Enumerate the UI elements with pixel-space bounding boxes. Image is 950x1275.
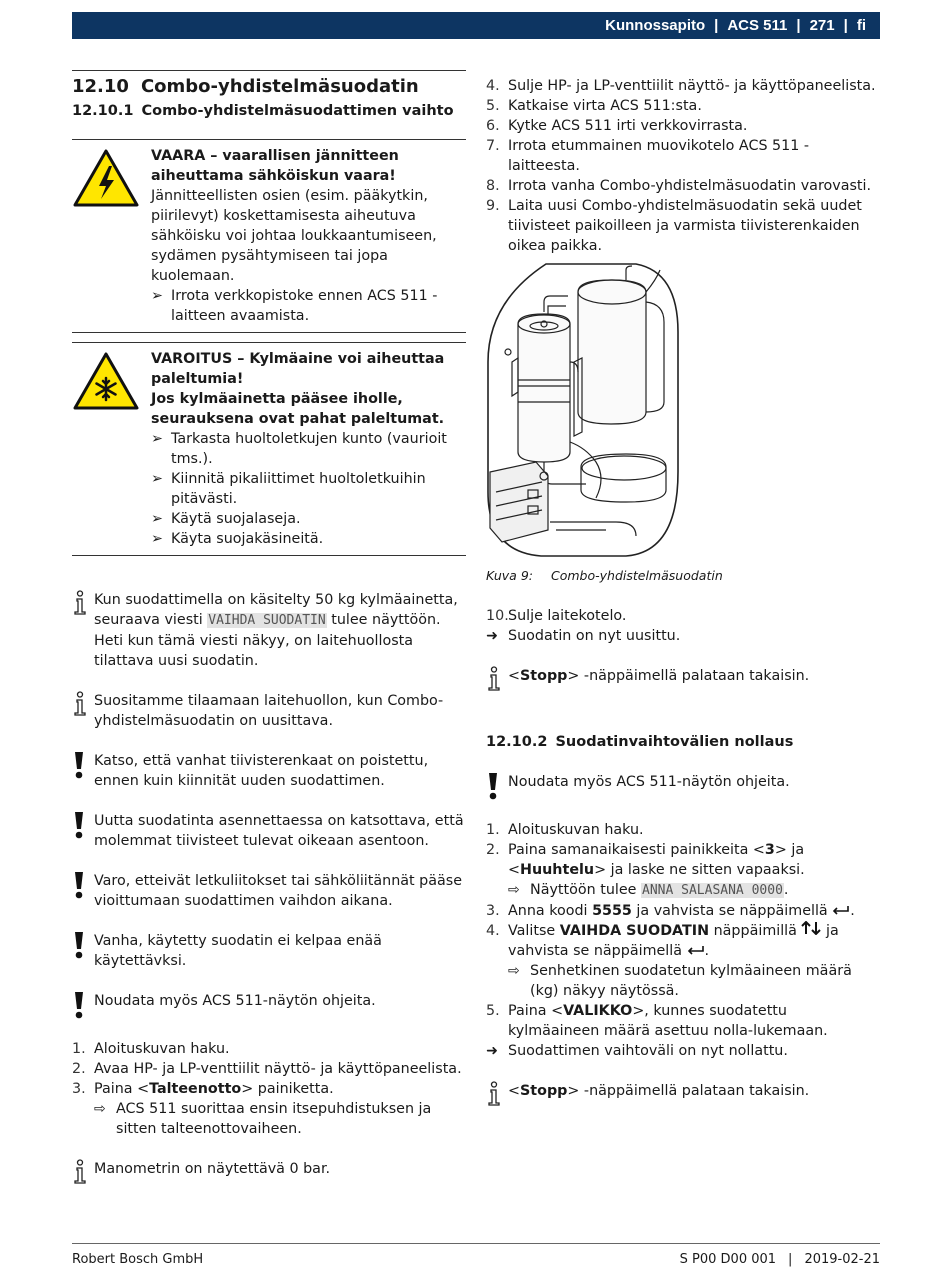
info-icon [486,666,508,692]
info-note [486,666,880,692]
left-column [72,70,466,1185]
subsection-number: 12.10.1 [72,103,134,119]
step-number: 9. [486,198,500,214]
step-text-part: > painiketta. [241,1081,334,1097]
step-number: 2. [72,1061,86,1077]
danger-body: Jännitteellisten osien (esim. pääkytkin, piirilevyt) koskettamisesta aiheutuva sähköisku voi johtaa loukkaantumiseen, sydämen pysähtymiseen tai jopa kuolemaan. [151,188,437,284]
result-text [530,880,788,901]
step-text-part: ja vahvista se näppäimellä [508,923,839,959]
info-note [486,1081,880,1107]
step-text: Laita uusi Combo-yhdistelmäsuodatin sekä uudet tiivisteet paikoilleen ja varmista tiivisterenkaiden oikea paikka. [508,198,862,254]
danger-action [151,286,466,326]
exclamation-icon [72,811,94,851]
step-result [72,1099,466,1139]
step-number: 7. [486,138,500,154]
step-text: Avaa HP- ja LP-venttiilit näyttö- ja käyttöpaneelista. [94,1061,462,1077]
divider [72,555,466,556]
key-name: 3 [764,842,775,858]
footer-date: 2019-02-21 [804,1252,880,1267]
info-icon [72,691,94,731]
final-result [486,1041,880,1061]
key-name: Stopp [519,668,568,684]
subsection-heading [486,732,880,752]
caution-title: VAROITUS – Kylmäaine voi aiheuttaa paleltumia! [151,351,445,387]
step-text: Katkaise virta ACS 511:sta. [508,98,702,114]
divider [72,332,466,333]
procedure-step [486,901,880,921]
action-text: Käyta suojakäsineitä. [171,531,324,547]
figure-title: Combo-yhdistelmäsuodatin [550,568,723,583]
key-name: Stopp [519,1083,568,1099]
attention-note [72,751,466,791]
step-text-part: >, kunnes suodatettu kylmäaineen määrä asettuu nolla-lukemaan. [508,1003,828,1039]
step-text: Anna koodi 5555 ja vahvista se näppäimellä . [508,903,855,919]
step-result [486,961,880,1001]
info-note [72,1159,466,1185]
procedure-step [486,1001,880,1041]
attention-note [486,772,880,800]
procedure-step [72,1059,466,1079]
result-arrow-icon: ➜ [486,628,498,644]
exclamation-icon [72,991,94,1019]
section-number: 12.10 [72,76,129,97]
figure-caption [486,566,880,586]
caution-action [151,529,466,549]
step-number: 4. [486,923,500,939]
action-arrow-icon: ➢ [151,531,163,547]
step-number: 3. [486,903,500,919]
step-number: 8. [486,178,500,194]
procedure-steps [486,76,880,256]
header-separator: | [714,17,719,34]
step-number: 10. [486,608,509,624]
step-text-part: Paina < [508,1003,564,1019]
action-arrow-icon: ➢ [151,511,163,527]
step-text-part: näppäimillä [709,923,802,939]
procedure-steps [486,901,880,961]
procedure-step [486,96,880,116]
info-icon [72,1159,94,1185]
caution-action [151,509,466,529]
procedure-steps [486,1001,880,1041]
caution-text [151,349,466,549]
final-result [486,626,880,646]
step-number: 5. [486,98,500,114]
info-note [72,590,466,671]
procedure-step [72,1079,466,1099]
info-text: <Stopp> -näppäimellä palataan takaisin. [508,1083,810,1099]
attention-note [72,811,466,851]
header-separator: | [843,17,848,34]
step-number: 2. [486,842,500,858]
info-text [94,590,466,671]
subsection-heading [72,101,466,121]
footer-divider [72,1243,880,1244]
danger-title: VAARA – vaarallisen jännitteen aiheuttama sähköiskun vaara! [151,148,399,184]
arrow-down-key-icon [811,923,821,939]
key-name: VALIKKO [563,1003,633,1019]
step-text-part: ja vahvista se näppäimellä [631,903,833,919]
procedure-step [486,176,880,196]
result-text-part: . [783,882,789,898]
attention-text: Varo, etteivät letkuliitokset tai sähköliitännät pääse vioittumaan suodattimen vaihdon aikana. [94,873,463,909]
key-name: Huuhtelu [519,862,595,878]
enter-key-icon [687,943,705,959]
result-arrow-icon: ⇨ [94,1101,106,1117]
filter-illustration [486,262,686,558]
attention-text: Vanha, käytetty suodatin ei kelpaa enää käytettävksi. [94,933,382,969]
header-language: fi [856,17,866,34]
procedure-step [486,136,880,176]
step-text: Aloituskuvan haku. [508,822,644,838]
step-number: 6. [486,118,500,134]
display-message-code: ANNA SALASANA 0000 [642,883,783,898]
step-result [486,880,880,901]
header-section: Kunnossapito [605,17,706,34]
section-title: Combo-yhdistelmäsuodatin [140,76,419,97]
header-product: ACS 511 [727,17,788,34]
procedure-step [486,840,880,880]
info-note [72,691,466,731]
info-text: Manometrin on näytettävä 0 bar. [94,1161,331,1177]
subsection-number: 12.10.2 [486,734,548,750]
result-text-part: Näyttöön tulee [530,882,642,898]
step-text: Irrota vanha Combo-yhdistelmäsuodatin varovasti. [508,178,872,194]
step-text-part: Valitse [508,923,560,939]
procedure-step [486,76,880,96]
exclamation-icon [72,871,94,911]
info-icon [72,590,94,671]
result-text: ACS 511 suorittaa ensin itsepuhdistuksen ja sitten talteenottovaiheen. [116,1101,432,1137]
action-text: Kiinnitä pikaliittimet huoltoletkuihin pitävästi. [171,471,426,507]
caution-body: Jos kylmäainetta pääsee iholle, seurauksena ovat pahat paleltumat. [151,391,445,427]
display-message-code: VAIHDA SUODATIN [208,613,326,628]
step-text-part: Paina samanaikaisesti painikkeita < [508,842,765,858]
attention-text: Noudata myös ACS 511-näytön ohjeita. [508,774,790,790]
refrigerant-frost-warning-icon [72,349,151,549]
caution-action [151,469,466,509]
action-text: Irrota verkkopistoke ennen ACS 511 -laitteen avaamista. [171,288,438,324]
footer-separator: | [788,1252,793,1267]
procedure-step [486,820,880,840]
step-text-part: > ja < [508,842,805,878]
caution-action [151,429,466,469]
attention-note [72,931,466,971]
step-number: 1. [486,822,500,838]
subsection-title: Combo-yhdistelmäsuodattimen vaihto [141,103,454,119]
step-text-part: Paina < [94,1081,150,1097]
result-arrow-icon: ➜ [486,1043,498,1059]
footer-doc-info [680,1250,880,1270]
step-text [508,840,880,880]
procedure-steps [486,820,880,880]
result-text: Senhetkinen suodatetun kylmäaineen määrä (kg) näkyy näytössä. [530,963,852,999]
step-text: Irrota etummainen muovikotelo ACS 511 -laitteesta. [508,138,810,174]
danger-text [151,146,466,326]
page-header [72,12,880,39]
info-text: <Stopp> -näppäimellä palataan takaisin. [508,668,810,684]
step-text: Sulje laitekotelo. [508,608,627,624]
danger-box [72,140,466,332]
step-text: Kytke ACS 511 irti verkkovirrasta. [508,118,748,134]
exclamation-icon [486,772,508,800]
info-text-part: > -näppäimellä palataan takaisin. [567,1083,810,1099]
step-text: Valitse VAIHDA SUODATIN näppäimillä ja vahvista se näppäimellä . [508,923,839,959]
result-arrow-icon: ⇨ [508,882,520,898]
result-text: Suodattimen vaihtoväli on nyt nollattu. [508,1043,788,1059]
action-arrow-icon: ➢ [151,471,163,487]
enter-key-icon [832,903,850,919]
footer-company: Robert Bosch GmbH [72,1252,204,1267]
info-text-part: Kun suodattimella on käsitelty 50 kg kylmäainetta, seuraava viesti [94,592,458,628]
subsection-title: Suodatinvaihtovälien nollaus [555,734,794,750]
procedure-step [486,116,880,136]
footer-doc-number: S P00 D00 001 [679,1252,777,1267]
action-arrow-icon: ➢ [151,288,163,304]
info-text-part: tulee näyttöön. Heti kun tämä viesti näkyy, on laitehuollosta tilattava uusi suodatin. [94,612,441,669]
action-arrow-icon: ➢ [151,431,163,447]
figure-label: Kuva 9: [486,568,533,583]
code-value: 5555 [592,903,632,919]
header-separator: | [796,17,801,34]
procedure-steps [72,1039,466,1099]
step-number: 5. [486,1003,500,1019]
step-number: 1. [72,1041,86,1057]
step-text-part: > ja laske ne sitten vapaaksi. [594,862,805,878]
attention-text: Katso, että vanhat tiivisterenkaat on poistettu, ennen kuin kiinnität uuden suodattimen. [94,753,429,789]
caution-box [72,343,466,555]
exclamation-icon [72,931,94,971]
right-column [486,76,880,1107]
procedure-step [72,1039,466,1059]
action-text: Käytä suojalaseja. [171,511,301,527]
step-text [94,1079,466,1099]
attention-note [72,871,466,911]
electric-shock-warning-icon [72,146,151,326]
procedure-step [486,921,880,961]
attention-text: Noudata myös ACS 511-näytön ohjeita. [94,993,376,1009]
arrow-up-key-icon [801,923,811,939]
step-text: Aloituskuvan haku. [94,1041,230,1057]
result-text: Suodatin on nyt uusittu. [508,628,681,644]
result-arrow-icon: ⇨ [508,963,520,979]
menu-item-name: VAIHDA SUODATIN [559,923,710,939]
step-text: Sulje HP- ja LP-venttiilit näyttö- ja käyttöpaneelista. [508,78,876,94]
step-number: 3. [72,1081,86,1097]
header-page-number: 271 [809,17,835,34]
procedure-step [486,606,880,626]
info-text-part: > -näppäimellä palataan takaisin. [567,668,810,684]
procedure-steps [486,606,880,626]
attention-note [72,991,466,1019]
action-text: Tarkasta huoltoletkujen kunto (vaurioit tms.). [171,431,447,467]
key-name: Talteenotto [149,1081,242,1097]
exclamation-icon [72,751,94,791]
attention-text: Uutta suodatinta asennettaessa on katsottava, että molemmat tiivisteet tulevat oikeaan asentoon. [94,813,464,849]
step-number: 4. [486,78,500,94]
info-icon [486,1081,508,1107]
info-text: Suositamme tilaamaan laitehuollon, kun Combo-yhdistelmäsuodatin on uusittava. [94,693,444,729]
procedure-step [486,196,880,256]
step-text [508,1001,880,1041]
step-text-part: Anna koodi [508,903,593,919]
section-heading [72,71,466,101]
